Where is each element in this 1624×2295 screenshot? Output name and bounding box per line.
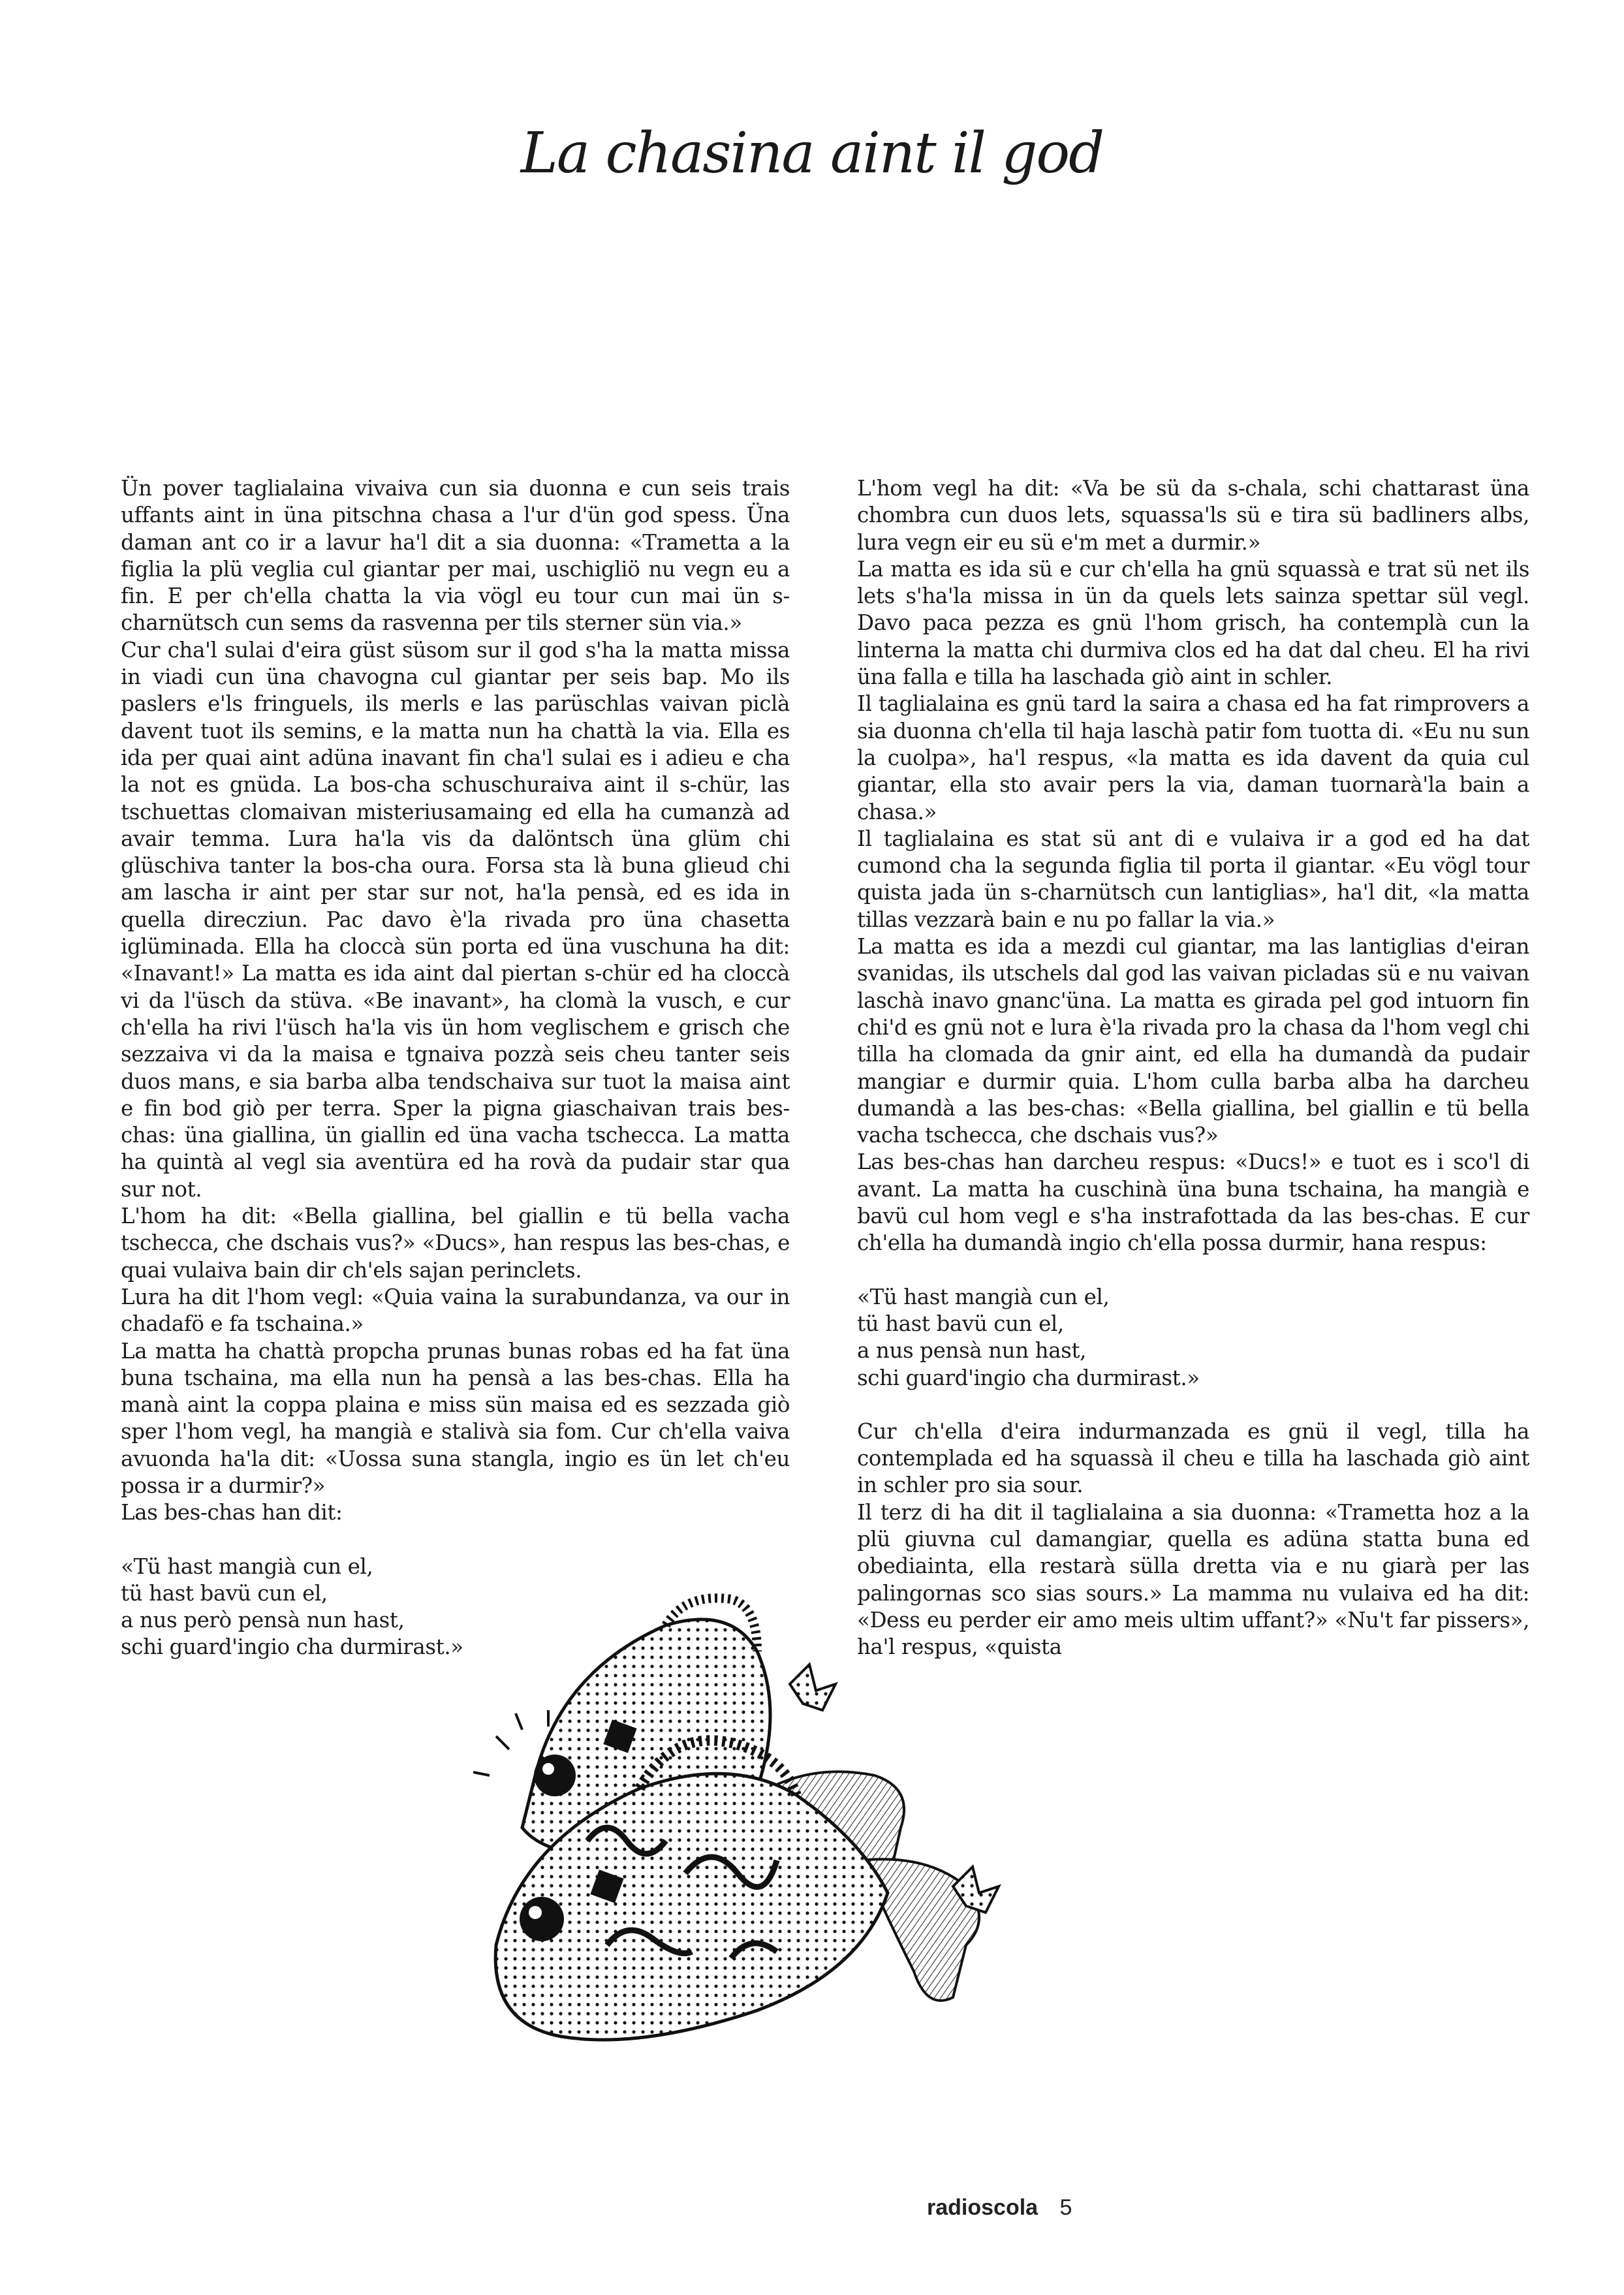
paragraph: Lura ha dit l'hom vegl: «Quia vaina la surabundanza, va our in chadafö e fa tschaina.» xyxy=(121,1284,790,1337)
paragraph: Il taglialaina es stat sü ant di e vulaiva ir a god ed ha dat cumond cha la segunda figlia til porta il giantar. «Eu vögl tour quista jada ün s-charnütsch cun lantiglias», ha'l dit, «la matta tillas vezzarà bain e nu po fallar la via.» xyxy=(857,826,1529,932)
paragraph: Ün pover taglialaina vivaiva cun sia duonna e cun seis trais uffants aint in üna pitschna chasa a l'ur d'ün god spess. Üna daman ant co ir a lavur ha'l dit a sia duonna: «Trametta a la figlia la plü veglia cul giantar per mai, uschigliö nu vegn eu a fin. E per ch'ella chatta la via vögl eu tour cun mai ün s-charnütsch cun sems da rasvenna per tils sterner sün via.» xyxy=(121,476,790,636)
paragraph: Cur ch'ella d'eira indurmanzada es gnü il vegl, tilla ha contemplada ed ha squassà il cheu e tilla ha laschada giò aint in schler pro sia sour. xyxy=(857,1418,1529,1498)
paragraph: Il taglialaina es gnü tard la saira a chasa ed ha fat rimprovers a sia duonna ch'ella til haja laschà patir fom tuotta di. «Eu nu sun la cuolpa», ha'l respus, «la matta es ida davent da quia cul giantar, ella sto avair pers la via, daman tuornarà'la bain a chasa.» xyxy=(857,691,1529,824)
paragraph: Las bes-chas han darcheu respus: «Ducs!» e tuot es i sco'l di avant. La matta ha cuschinà üna buna tschaina, ha mangià e bavü cul hom vegl e s'ha instrafottada da las bes-chas. E cur ch'ella ha dumandà ingio ch'ella possa durmir, hana respus: xyxy=(857,1149,1529,1256)
paragraph: La matta es ida sü e cur ch'ella ha gnü squassà e trat sü net ils lets s'ha'la missa in ün da quels lets sainza spettar sül vegl. Davo paca pezza es gnü l'hom grisch, ha contemplà cun la linterna la matta chi durmiva clos ed ha dat dal cheu. El ha rivi üna falla e tilla ha laschada giò aint in schler. xyxy=(857,556,1529,690)
paragraph: Las bes-chas han dit: xyxy=(121,1500,343,1525)
paragraph: L'hom vegl ha dit: «Va be sü da s-chala, schi chattarast üna chombra cun duos lets, squassa'ls sü e tira sü badliners albs, lura vegn eir eu sü e'm met a durmir.» xyxy=(857,476,1529,555)
page-title: La chasina aint il god xyxy=(520,121,1104,186)
verse-line: a nus però pensà nun hast, xyxy=(121,1608,405,1633)
verse-line: «Tü hast mangià cun el, xyxy=(857,1284,1110,1309)
verse-line: schi guard'ingio cha durmirast.» xyxy=(121,1634,463,1660)
verse-line: «Tü hast mangià cun el, xyxy=(121,1553,373,1579)
verse-line: schi guard'ingio cha durmirast.» xyxy=(857,1365,1200,1390)
verse-line: tü hast bavü cun el, xyxy=(857,1311,1064,1336)
left-column xyxy=(121,475,790,1661)
paragraph: L'hom ha dit: «Bella giallina, bel giallin e tü bella vacha tschecca, che dschais vus?» «Ducs», han respus las bes-chas, e quai vulaiva bain dir ch'els sajan perinclets. xyxy=(121,1204,790,1283)
footer-brand: radioscola xyxy=(927,2195,1038,2220)
right-column xyxy=(857,475,1529,1661)
page-number: 5 xyxy=(1059,2195,1072,2220)
paragraph: Cur cha'l sulai d'eira güst süsom sur il god s'ha la matta missa in viadi cun üna chavogna cul giantar per seis bap. Mo ils paslers e'ls fringuels, ils merls e las parüschlas vaivan piclà davent tuot ils semins, e la matta nun ha chattà la via. Ella es ida per quai aint adüna inavant fin cha'l sulai es i adieu e cha la not es gnüda. La bos-cha schuschuraiva aint il s-chür, las tschuettas clomaivan misteriusamaing ed ella ha cumanzà ad avair temma. Lura ha'la vis da dalöntsch üna glüm chi glüschiva tanter la bos-cha oura. Forsa sta là buna glieud chi am lascha ir aint per star sur not, ha'la pensà, ed es ida in quella direcziun. Pac davo è'la rivada pro üna chasetta iglüminada. Ella ha cloccà sün porta ed üna vuschuna ha dit: «Inavant!» La matta es ida aint dal piertan s-chür ed ha cloccà vi da l'üsch da stüva. «Be inavant», ha clomà la vusch, e cur ch'ella ha rivi l'üsch ha'la vis ün hom veglischem e grisch che sezzaiva vi da la maisa e tgnaiva pozzà seis cheu tanter seis duos mans, e sia barba alba tendschaiva sur tuot la maisa aint e fin bod giò per terra. Sper la pigna giaschaivan trais bes-chas: üna giallina, ün giallin ed üna vacha tschecca. La matta ha quintà al vegl sia aventüra ed ha rovà da pudair star qua sur not. xyxy=(121,637,790,1202)
paragraph: La matta ha chattà propcha prunas bunas robas ed ha fat üna buna tschaina, ma ella nun ha pensà a las bes-chas. Ella ha manà aint la coppa plaina e miss sün maisa ed es sezzada giò sper l'hom vegl, ha mangià e stalivà sia fom. Cur ch'ella vaiva avuonda ha'la dit: «Uossa suna stangla, ingio es ün let ch'eu possa ir a durmir?» xyxy=(121,1338,790,1498)
verse-line: a nus pensà nun hast, xyxy=(857,1338,1087,1364)
paragraph: Il terz di ha dit il taglialaina a sia duonna: «Trametta hoz a la plü giuvna cul damangiar, quella es adüna statta buna ed obediainta, ella restarà sülla dretta via e nu giarà per las palingornas sco sias sours.» La mamma nu vulaiva ed ha dit: «Dess eu perder eir amo meis ultim uffant?» «Nu't far pissers», ha'l respus, «quista xyxy=(857,1499,1529,1660)
slippers-illustration xyxy=(392,1580,1064,2076)
paragraph: La matta es ida a mezdi cul giantar, ma las lantiglias d'eiran svanidas, ils utschels dal god las vaivan picladas sü e nu vaivan laschà inavo gnanc'üna. La matta es girada pel god intuorn fin chi'd es gnü not e lura è'la rivada pro la chasa da l'hom vegl chi tilla ha clomada da gnir aint, ed ella ha dumandà da pudair mangiar e durmir quia. L'hom culla barba alba ha darcheu dumandà a las bes-chas: «Bella giallina, bel giallin e tü bella vacha tschecca, che dschais vus?» xyxy=(857,934,1529,1148)
page-footer xyxy=(927,2195,1072,2221)
verse-line: tü hast bavü cun el, xyxy=(121,1580,328,1606)
